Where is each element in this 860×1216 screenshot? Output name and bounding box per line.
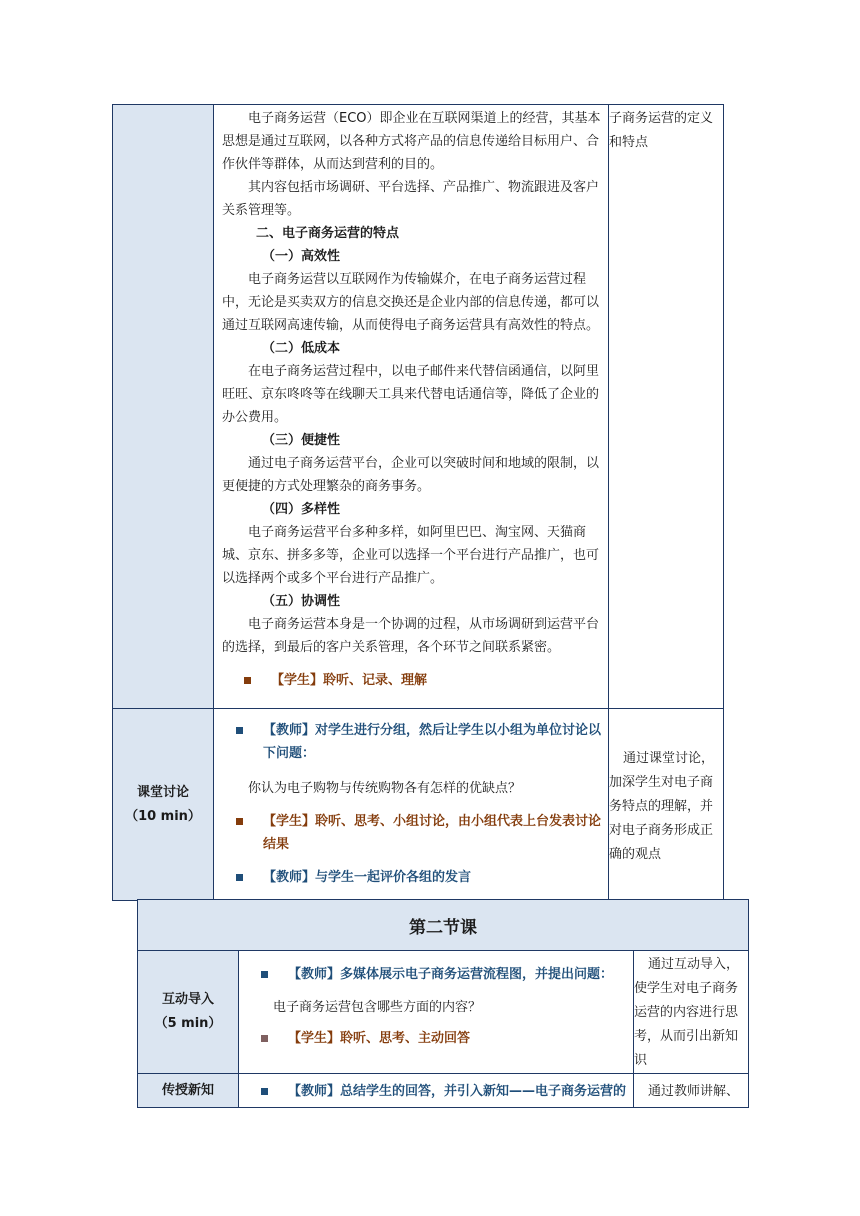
student-activity xyxy=(222,669,602,692)
student-text: 【学生】聆听、记录、理解 xyxy=(271,673,428,688)
content-cell xyxy=(239,1074,634,1108)
stage-label: 课堂讨论 xyxy=(136,784,189,800)
student-text: 【学生】聆听、思考、小组讨论，由小组代表上台发表讨论结果 xyxy=(263,814,602,852)
bullet-square-icon xyxy=(261,1035,268,1042)
subheading: （一）高效性 xyxy=(262,249,341,264)
objective-cell: 通过教师讲解、 xyxy=(634,1074,749,1108)
teacher-text: 【教师】与学生一起评价各组的发言 xyxy=(263,870,472,885)
question-text: 电子商务运营包含哪些方面的内容？ xyxy=(273,1000,482,1015)
bullet-square-icon xyxy=(261,971,268,978)
stage-time: （10 min） xyxy=(125,808,201,824)
table-row xyxy=(138,951,749,1074)
teacher-activity xyxy=(214,719,602,765)
bullet-square-icon xyxy=(244,677,251,684)
section-title: 第二节课 xyxy=(138,900,749,951)
content-cell xyxy=(214,709,609,901)
bullet-square-icon xyxy=(261,1088,268,1095)
student-activity xyxy=(214,810,602,856)
student-text: 【学生】聆听、思考、主动回答 xyxy=(288,1031,471,1046)
bullet-square-icon xyxy=(236,874,243,881)
label-cell xyxy=(113,105,214,709)
table-row xyxy=(138,1074,749,1108)
paragraph: 电子商务运营以互联网作为传输媒介，在电子商务运营过程中，无论是买卖双方的信息交换还是企业内部的信息传递，都可以通过互联网高速传输，从而使得电子商务运营具有高效性的特点。 xyxy=(222,272,600,333)
stage-time: （5 min） xyxy=(154,1016,222,1031)
objective-cell: 通过互动导入，使学生对电子商务运营的内容进行思考，从而引出新知识 xyxy=(634,951,749,1074)
section-header-row xyxy=(138,900,749,951)
stage-label: 互动导入 xyxy=(161,992,214,1007)
student-activity xyxy=(239,1027,627,1050)
teacher-text: 【教师】对学生进行分组，然后让学生以小组为单位讨论以下问题： xyxy=(263,723,602,761)
section-heading: 二、电子商务运营的特点 xyxy=(256,226,400,241)
bullet-square-icon xyxy=(236,727,243,734)
teacher-text: 【教师】总结学生的回答，并引入新知——电子商务运营的 xyxy=(288,1084,627,1099)
teacher-activity xyxy=(214,866,602,889)
table-row xyxy=(113,105,724,709)
label-cell xyxy=(138,951,239,1074)
lesson-table-1 xyxy=(112,104,724,901)
paragraph: 电子商务运营本身是一个协调的过程，从市场调研到运营平台的选择，到最后的客户关系管理，各个环节之间联系紧密。 xyxy=(222,617,600,655)
paragraph: 通过电子商务运营平台，企业可以突破时间和地域的限制，以更便捷的方式处理繁杂的商务事务。 xyxy=(222,456,600,494)
teacher-activity xyxy=(239,963,627,986)
label-cell xyxy=(113,709,214,901)
subheading: （四）多样性 xyxy=(262,502,341,517)
content-cell xyxy=(214,105,609,709)
teacher-activity xyxy=(239,1080,627,1103)
paragraph: 其内容包括市场调研、平台选择、产品推广、物流跟进及客户关系管理等。 xyxy=(222,180,600,218)
paragraph: 在电子商务运营过程中，以电子邮件来代替信函通信，以阿里旺旺、京东咚咚等在线聊天工具来代替电话通信等，降低了企业的办公费用。 xyxy=(222,364,600,425)
paragraph: 电子商务运营（ECO）即企业在互联网渠道上的经营，其基本思想是通过互联网，以各种方式将产品的信息传递给目标用户、合作伙伴等群体，从而达到营利的目的。 xyxy=(222,111,601,172)
objective-cell: 子商务运营的定义和特点 xyxy=(609,105,724,709)
paragraph: 电子商务运营平台多种多样，如阿里巴巴、淘宝网、天猫商城、京东、拼多多等，企业可以选择一个平台进行产品推广，也可以选择两个或多个平台进行产品推广。 xyxy=(222,525,600,586)
question-text: 你认为电子购物与传统购物各有怎样的优缺点？ xyxy=(248,781,522,796)
label-cell xyxy=(138,1074,239,1108)
stage-label: 传授新知 xyxy=(161,1082,214,1098)
subheading: （五）协调性 xyxy=(262,594,341,609)
content-cell xyxy=(239,951,634,1074)
objective-cell: 通过课堂讨论，加深学生对电子商务特点的理解，并对电子商务形成正确的观点 xyxy=(609,709,724,901)
subheading: （二）低成本 xyxy=(262,341,341,356)
bullet-square-icon xyxy=(236,818,243,825)
teacher-text: 【教师】多媒体展示电子商务运营流程图，并提出问题： xyxy=(288,967,614,982)
table-row xyxy=(113,709,724,901)
subheading: （三）便捷性 xyxy=(262,433,341,448)
lesson-table-2 xyxy=(137,899,749,1108)
